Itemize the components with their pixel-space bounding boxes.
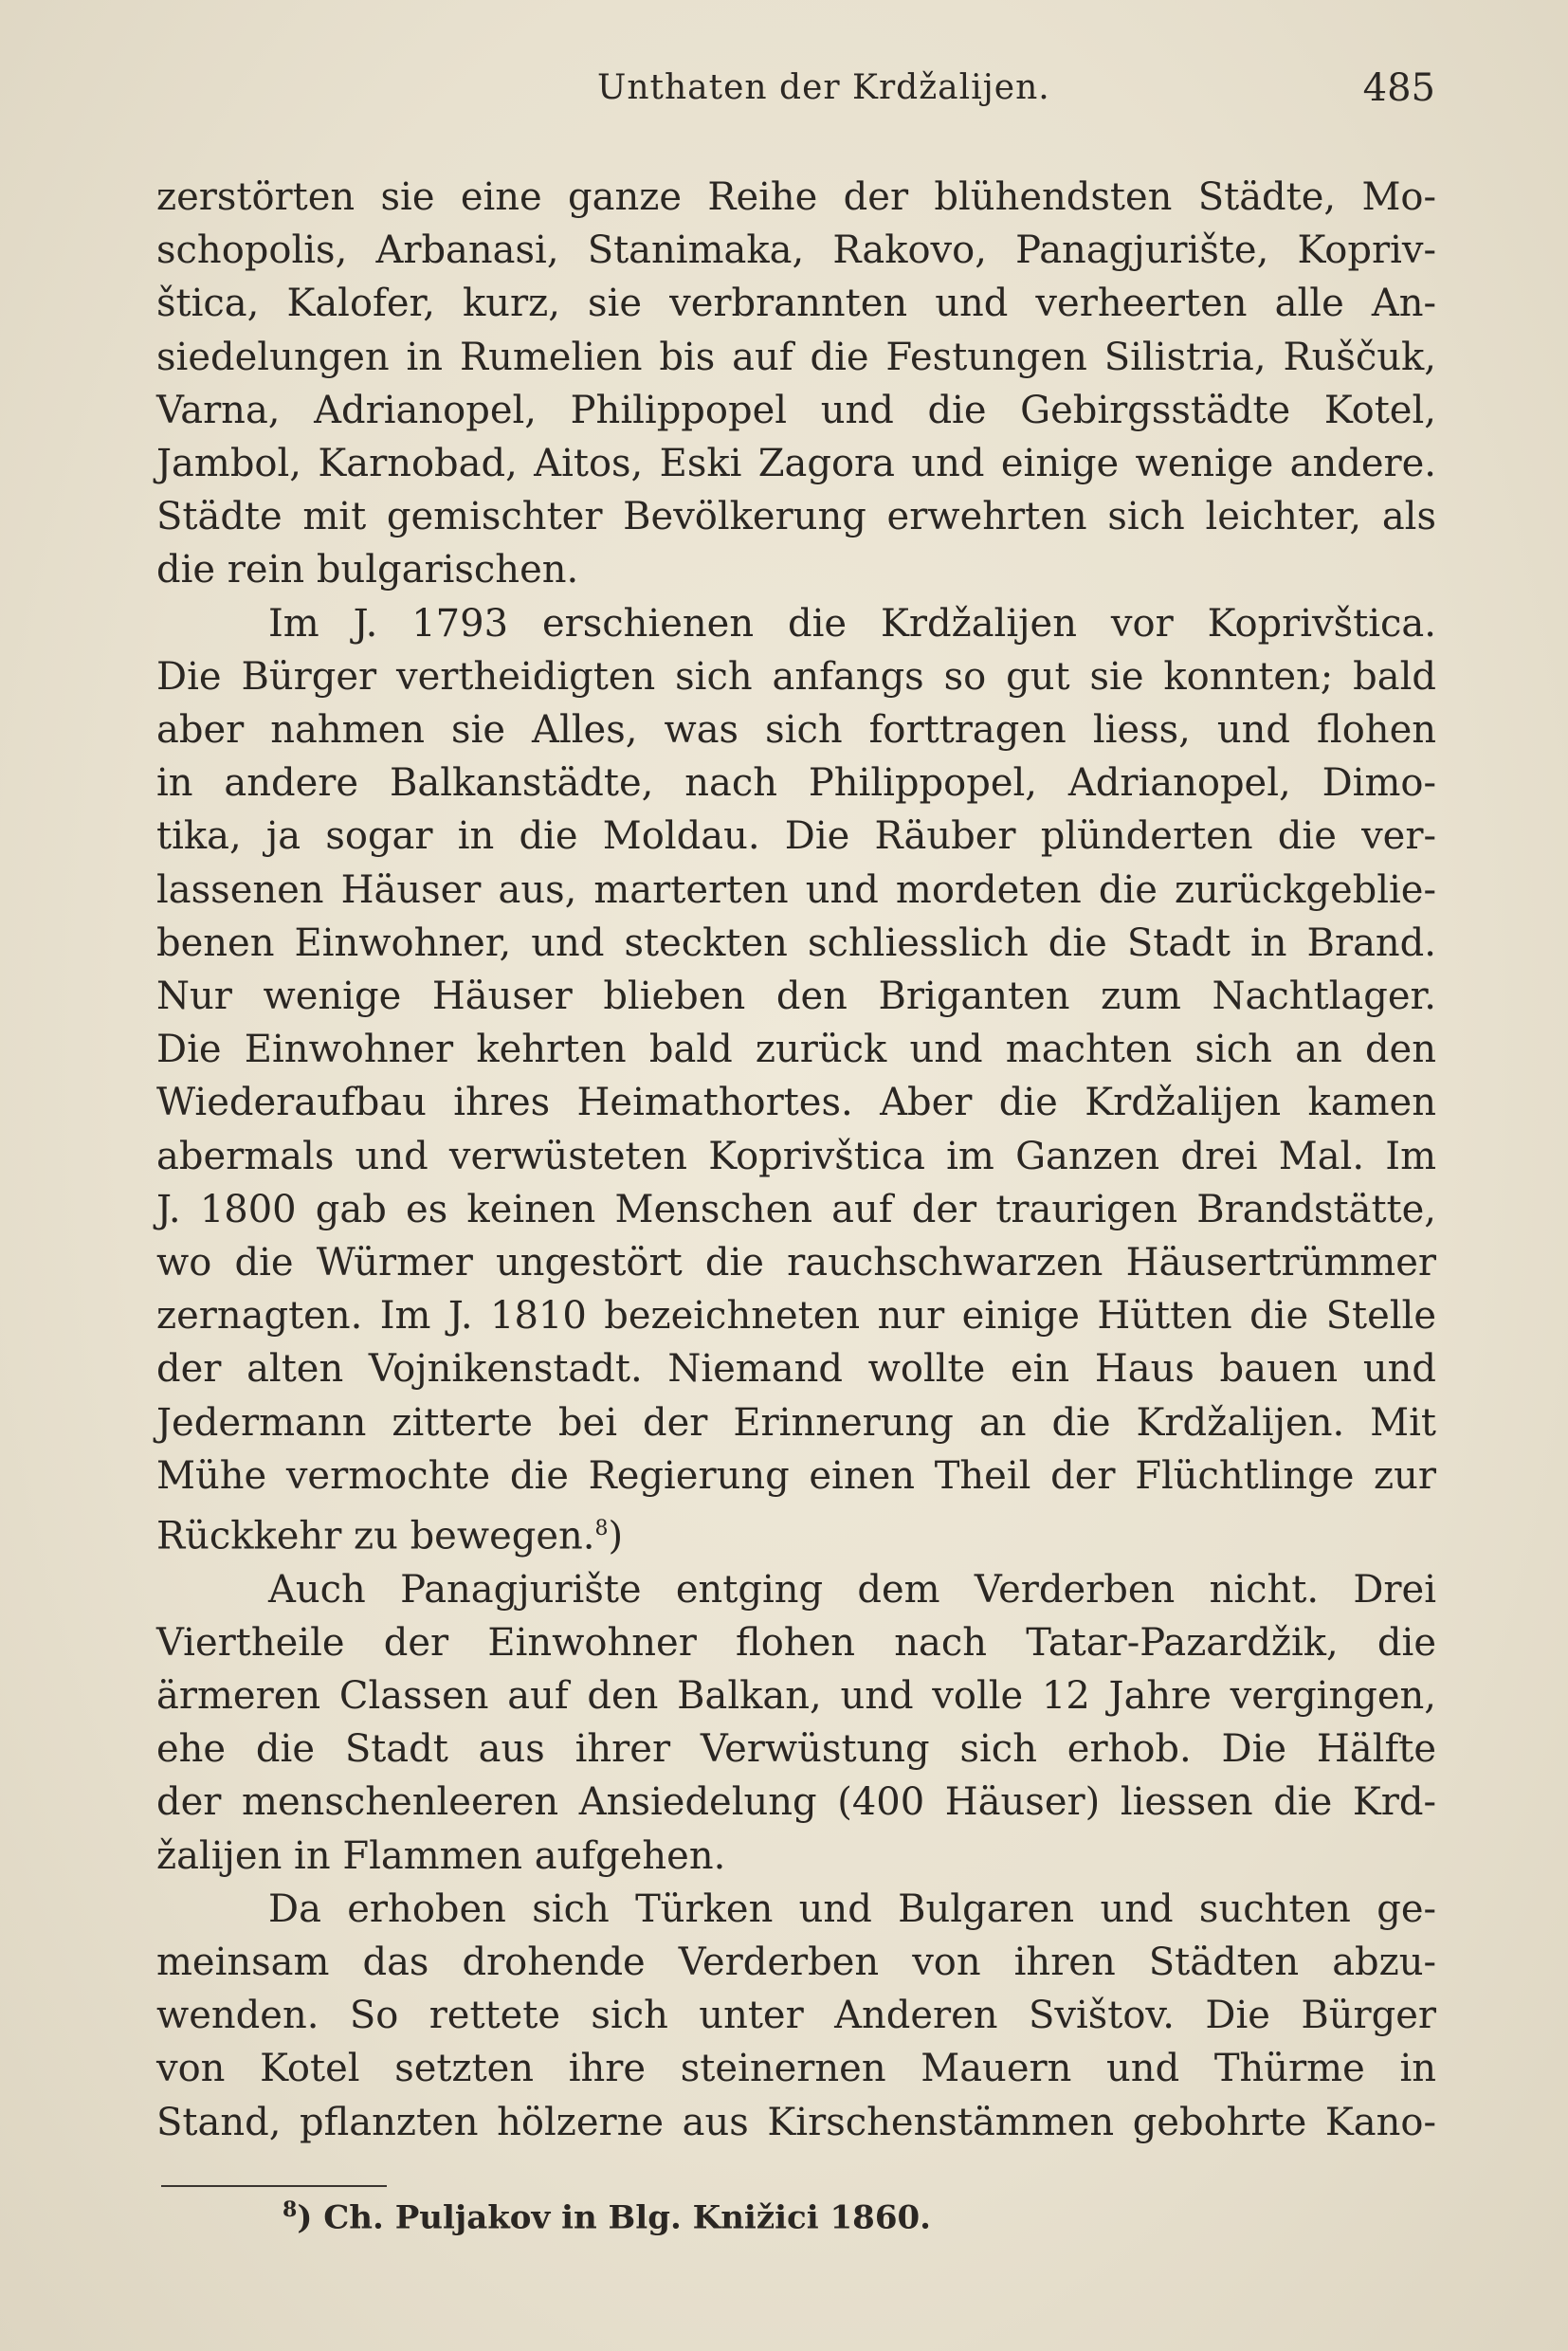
text-line: Rückkehr zu bewegen. [156, 1514, 595, 1558]
footnote-text: Ch. Puljakov in Blg. Knižici 1860. [323, 2198, 931, 2237]
text-line: benen Einwohner, und steckten schliesslich die Stadt in Brand. [156, 920, 1436, 965]
text-line: in andere Balkanstädte, nach Philippopel, Adrianopel, Dimo- [156, 761, 1436, 806]
text-line: von Kotel setzten ihre steinernen Mauern und Thürme in [156, 2047, 1436, 2091]
footnote-ref-close: ) [608, 1514, 624, 1558]
paragraph-4 [156, 1883, 1436, 2149]
text-line: der menschenleeren Ansiedelung (400 Häuser) liessen die Krd- [156, 1780, 1436, 1825]
text-line: Im J. 1793 erschienen die Krdžalijen vor Koprivštica. [268, 601, 1436, 646]
text-line: Auch Panagjurište entging dem Verderben nicht. Drei [268, 1567, 1436, 1612]
footnote-marker: 8 [283, 2197, 298, 2222]
text-line: meinsam das drohende Verderben von ihren Städten abzu- [156, 1941, 1436, 1985]
text-line: tika, ja sogar in die Moldau. Die Räuber plünderten die ver- [156, 814, 1436, 859]
text-line: Stand, pflanzten hölzerne aus Kirschenstämmen gebohrte Kano- [156, 2100, 1436, 2144]
paragraph-1 [156, 171, 1436, 597]
footnote-divider [161, 2185, 387, 2187]
text-line: štica, Kalofer, kurz, sie verbrannten und verheerten alle An- [156, 282, 1436, 326]
text-line: abermals und verwüsteten Koprivštica im Ganzen drei Mal. Im [156, 1134, 1436, 1178]
running-head: Unthaten der Krdžalijen. [597, 68, 1050, 107]
text-line: Mühe vermochte die Regierung einen Theil der Flüchtlinge zur [156, 1453, 1436, 1498]
text-line: wenden. So rettete sich unter Anderen Svištov. Die Bürger [156, 1994, 1436, 2038]
text-line: die rein bulgarischen. [156, 548, 579, 592]
text-line: žalijen in Flammen aufgehen. [156, 1833, 726, 1878]
text-line: Die Bürger vertheidigten sich anfangs so gut sie konnten; bald [156, 654, 1436, 699]
footnote-reference [595, 1517, 609, 1540]
text-line: zernagten. Im J. 1810 bezeichneten nur einige Hütten die Stelle [156, 1294, 1436, 1339]
page-number: 485 [1362, 66, 1435, 110]
text-line: Varna, Adrianopel, Philippopel und die Gebirgsstädte Kotel, [156, 388, 1436, 432]
text-line-with-footnote-ref [156, 1503, 1436, 1563]
footnote [283, 2197, 931, 2236]
text-line: Wiederaufbau ihres Heimathortes. Aber die Krdžalijen kamen [156, 1081, 1436, 1125]
text-line: Jedermann zitterte bei der Erinnerung an die Krdžalijen. Mit [156, 1400, 1436, 1445]
text-line: J. 1800 gab es keinen Menschen auf der traurigen Brandstätte, [156, 1187, 1436, 1231]
text-line: zerstörten sie eine ganze Reihe der blühendsten Städte, Mo- [156, 175, 1436, 219]
paragraph-2 [156, 597, 1436, 1563]
text-line: Nur wenige Häuser blieben den Briganten zum Nachtlager. [156, 975, 1436, 1019]
text-line: ehe die Stadt aus ihrer Verwüstung sich erhob. Die Hälfte [156, 1727, 1436, 1772]
text-line: Jambol, Karnobad, Aitos, Eski Zagora und einige wenige andere. [156, 442, 1436, 486]
footnote-ref-number: 8 [594, 1517, 609, 1541]
text-line: aber nahmen sie Alles, was sich forttragen liess, und flohen [156, 708, 1436, 753]
text-line: wo die Würmer ungestört die rauchschwarzen Häusertrümmer [156, 1241, 1436, 1285]
text-line: Städte mit gemischter Bevölkerung erwehrten sich leichter, als [156, 495, 1436, 539]
body-text [156, 171, 1436, 2149]
text-line: lassenen Häuser aus, marterten und mordeten die zurückgeblie- [156, 867, 1436, 912]
text-line: der alten Vojnikenstadt. Niemand wollte ein Haus bauen und [156, 1347, 1436, 1392]
text-line: Da erhoben sich Türken und Bulgaren und suchten ge- [268, 1886, 1436, 1931]
text-line: Viertheile der Einwohner flohen nach Tatar-Pazardžik, die [156, 1620, 1436, 1665]
text-line: siedelungen in Rumelien bis auf die Festungen Silistria, Ruščuk, [156, 335, 1436, 379]
footnote-marker-close: ) [297, 2198, 313, 2237]
text-line: schopolis, Arbanasi, Stanimaka, Rakovo, Panagjurište, Kopriv- [156, 228, 1436, 273]
paragraph-3 [156, 1563, 1436, 1883]
text-line: ärmeren Classen auf den Balkan, und volle 12 Jahre vergingen, [156, 1674, 1436, 1719]
text-line: Die Einwohner kehrten bald zurück und machten sich an den [156, 1028, 1436, 1072]
